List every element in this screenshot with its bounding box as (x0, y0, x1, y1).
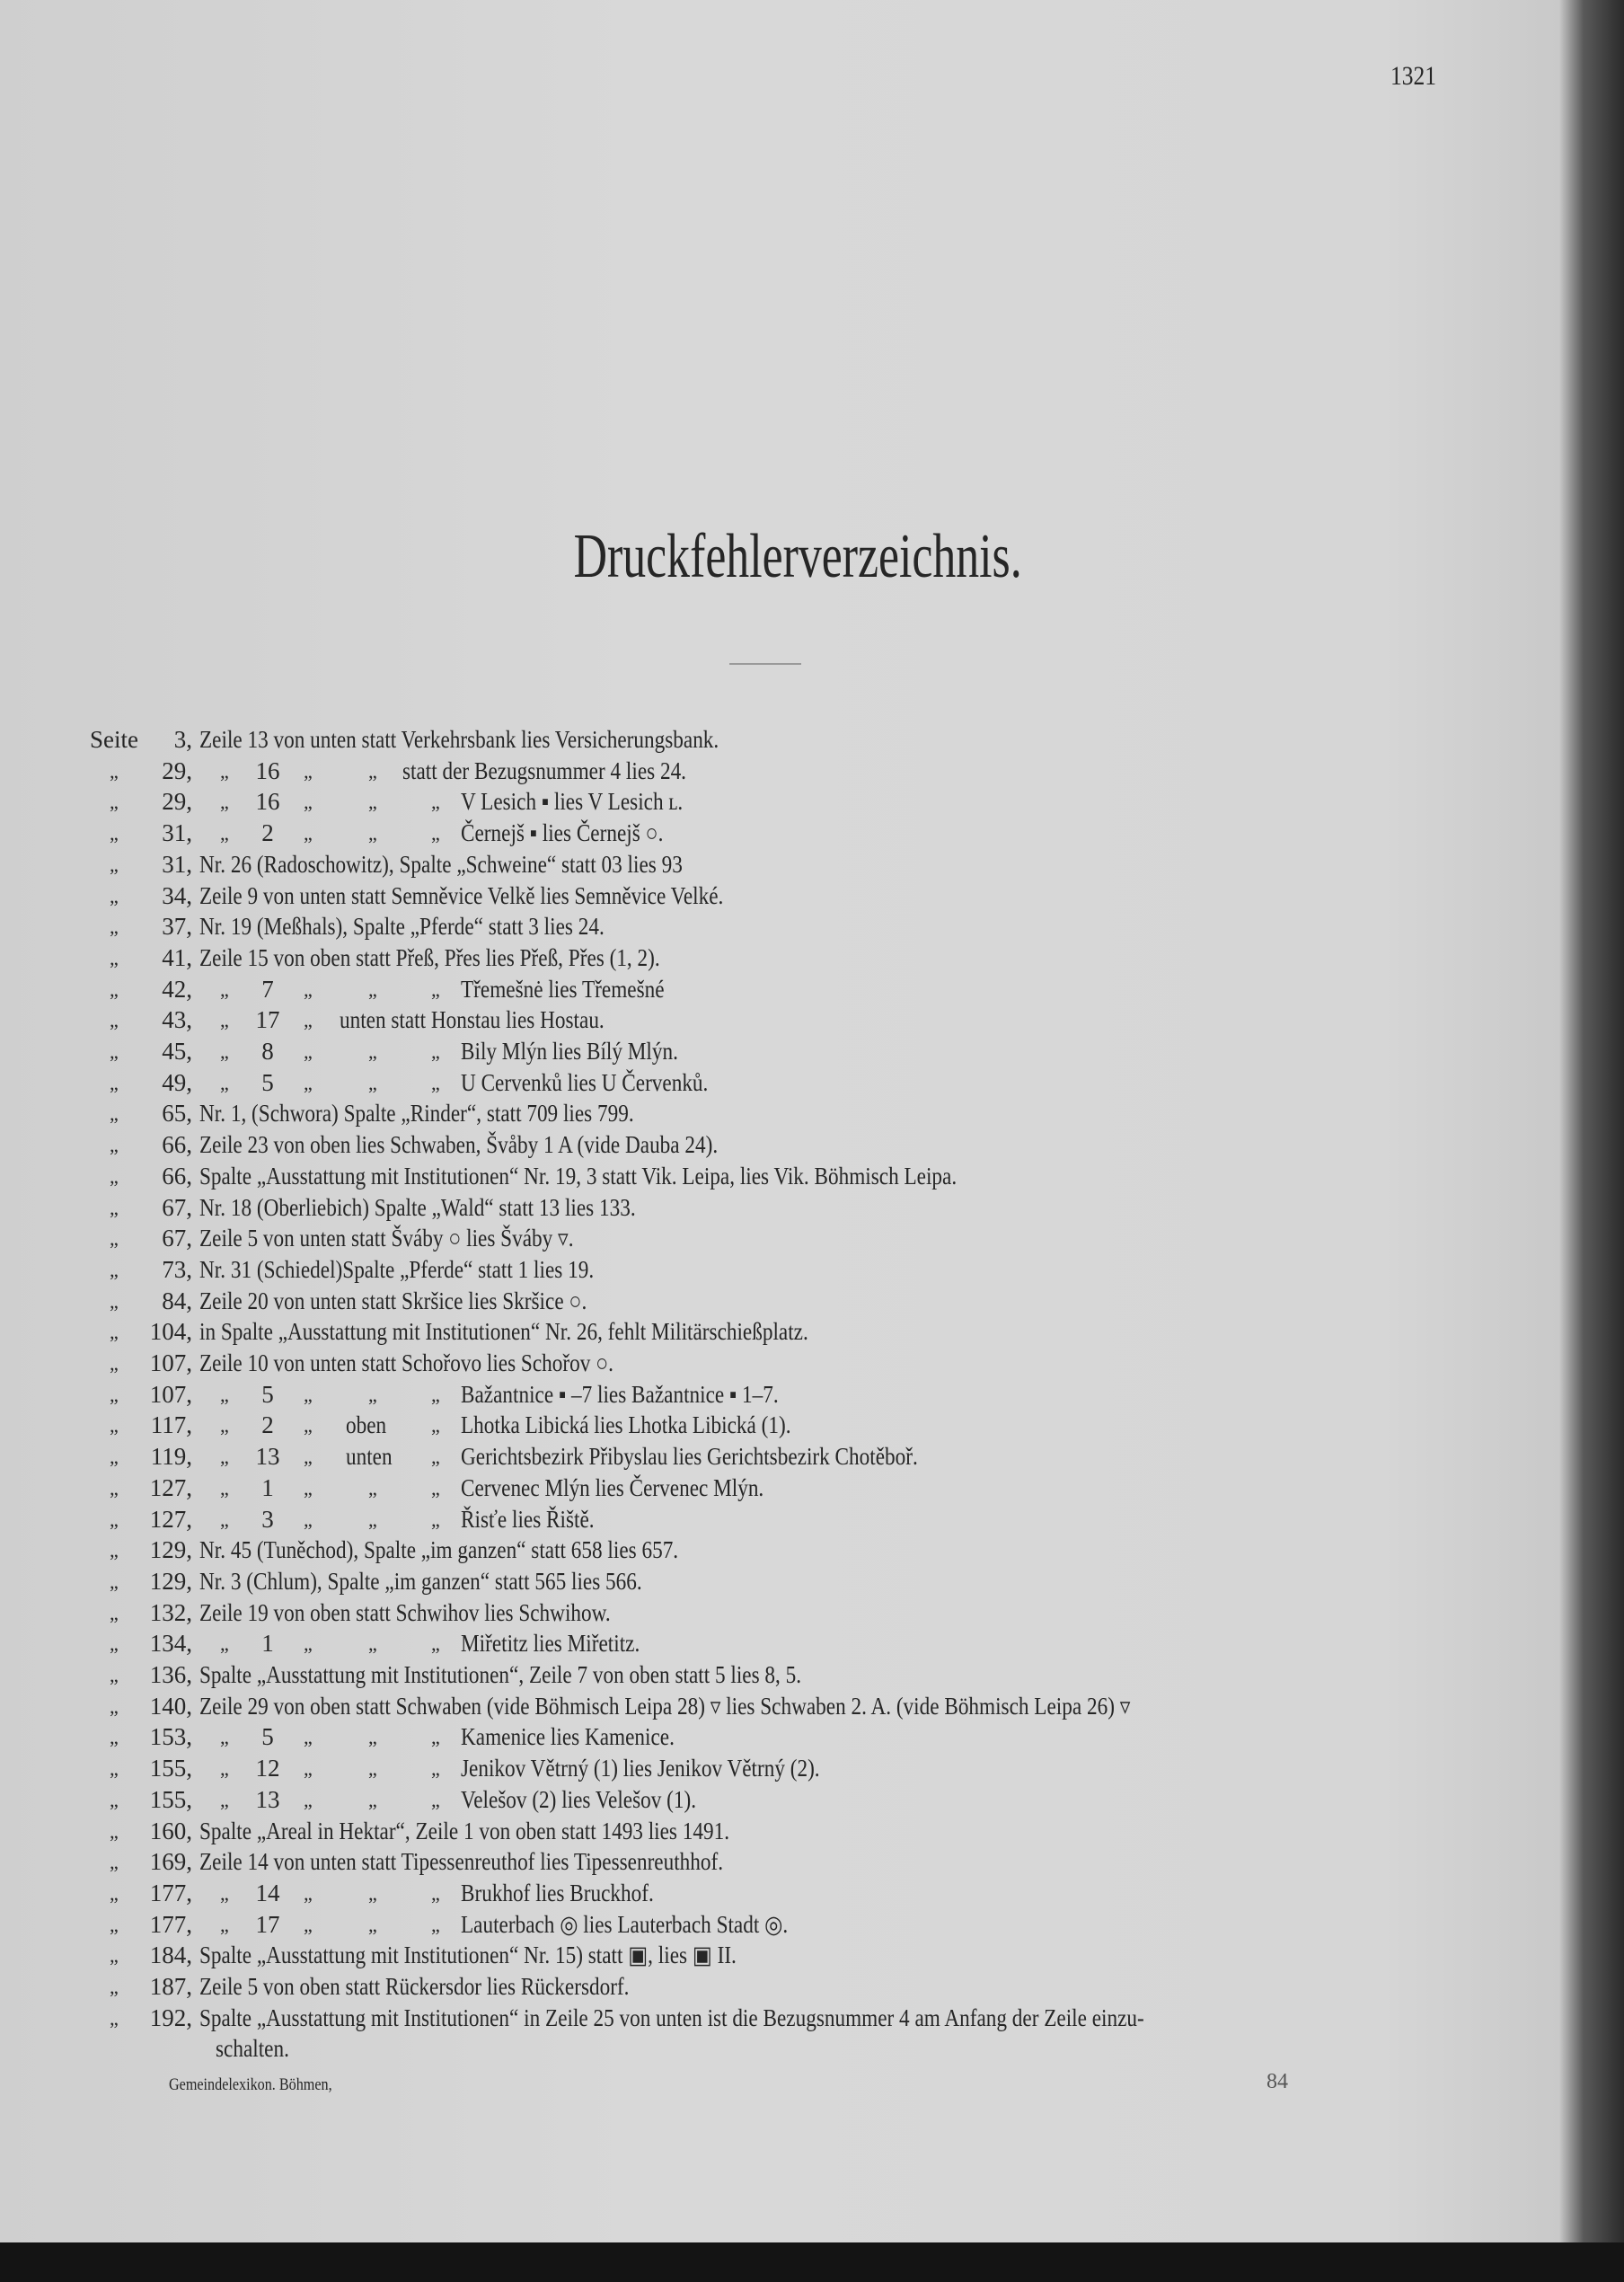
errata-entry (0, 849, 1624, 880)
ditto-mark: „ (110, 1196, 119, 1219)
seite-label: Seite (90, 726, 138, 753)
errata-entry (0, 1940, 1624, 1971)
correction-text: Velešov (2) lies Velešov (1). (461, 1785, 697, 1813)
ditto-mark: „ (431, 1913, 440, 1936)
page-reference: 41 , (162, 942, 192, 974)
scan-edge (0, 2242, 1624, 2282)
line-number: 17 (255, 1910, 280, 1938)
page-reference: 3 , (174, 724, 192, 756)
page-reference: 169 , (150, 1846, 192, 1878)
ditto-mark: „ (110, 884, 119, 907)
ditto-mark: „ (110, 1071, 119, 1094)
page-reference: 65 , (162, 1098, 192, 1129)
correction-text: Zeile 14 von unten statt Tipessenreuthof lies Tipessenreuthhof. (199, 1848, 724, 1876)
page-reference: 104 , (150, 1316, 192, 1348)
ditto-mark: „ (220, 1040, 229, 1063)
footer-publication: Gemeindelexikon. Böhmen, (169, 2075, 332, 2094)
ditto-mark: „ (110, 1632, 119, 1656)
ditto-mark: „ (431, 1414, 440, 1437)
page-reference: 129 , (150, 1535, 192, 1566)
correction-text: Kamenice lies Kamenice. (461, 1723, 675, 1751)
errata-entry (0, 1316, 1624, 1348)
errata-entry (0, 1161, 1624, 1192)
ditto-mark: „ (110, 1819, 119, 1843)
correction-text: Lhotka Libická lies Lhotka Libická (1). (461, 1411, 791, 1439)
errata-entry (0, 1286, 1624, 1317)
ditto-mark: „ (220, 1881, 229, 1905)
errata-entry (0, 880, 1624, 912)
ditto-mark: „ (110, 977, 119, 1001)
ditto-mark: „ (220, 1414, 229, 1437)
ditto-mark: „ (110, 1040, 119, 1063)
ditto-mark: „ (220, 977, 229, 1001)
ditto-mark: „ (110, 1757, 119, 1781)
page-number: 1321 (1390, 61, 1436, 91)
line-number: 13 (255, 1785, 280, 1813)
page-reference: 153 , (150, 1721, 192, 1753)
ditto-mark: „ (220, 1757, 229, 1781)
ditto-mark: „ (220, 1446, 229, 1469)
ditto-mark: „ (110, 1570, 119, 1593)
ditto-mark: „ (368, 822, 377, 845)
ditto-mark: „ (304, 1788, 313, 1811)
page-reference: 43 , (162, 1004, 192, 1036)
correction-text: Spalte „Ausstattung mit Institutionen“, Zeile 7 von oben statt 5 lies 8, 5. (199, 1661, 802, 1688)
page-reference: 155 , (150, 1784, 192, 1816)
page-reference: 117 , (151, 1410, 192, 1441)
page-reference: 132 , (150, 1597, 192, 1629)
ditto-mark: „ (304, 1383, 313, 1406)
line-number: 12 (255, 1755, 280, 1782)
ditto-mark: „ (220, 1071, 229, 1094)
page-reference: 192 , (150, 2003, 192, 2034)
ditto-mark: „ (110, 1726, 119, 1749)
ditto-mark: „ (368, 1071, 377, 1094)
correction-text: Bažantnice ▪ –7 lies Bažantnice ▪ 1–7. (461, 1380, 779, 1408)
ditto-mark: „ (431, 1040, 440, 1063)
ditto-mark: „ (110, 1944, 119, 1968)
ditto-mark: „ (304, 1040, 313, 1063)
errata-entry (0, 911, 1624, 942)
ditto-mark: „ (220, 822, 229, 845)
line-number: 14 (255, 1879, 280, 1906)
ditto-mark: „ (220, 1508, 229, 1531)
errata-entry (0, 1410, 1624, 1441)
ditto-mark: „ (110, 1446, 119, 1469)
ditto-mark: „ (368, 1788, 377, 1811)
page-reference: 49 , (162, 1067, 192, 1099)
ditto-mark: „ (110, 1601, 119, 1624)
errata-entry (0, 756, 1624, 787)
ditto-mark: „ (304, 1071, 313, 1094)
page-reference: 29 , (162, 786, 192, 818)
ditto-mark: „ (431, 1788, 440, 1811)
page-reference: 160 , (150, 1816, 192, 1847)
ditto-mark: „ (110, 1913, 119, 1936)
ditto-mark: „ (110, 2006, 119, 2030)
ditto-mark: „ (368, 1913, 377, 1936)
errata-entry (0, 1004, 1624, 1036)
ditto-mark: „ (304, 791, 313, 814)
errata-entry (0, 724, 1624, 756)
correction-text: Zeile 5 von unten statt Šváby ○ lies Šváby ▿. (199, 1225, 574, 1252)
ditto-mark: „ (110, 1414, 119, 1437)
correction-text: Černejš ▪ lies Černejš ○. (461, 819, 664, 847)
page-title (197, 521, 1399, 593)
ditto-mark: „ (368, 1726, 377, 1749)
line-number: 1 (261, 1473, 274, 1501)
page-reference: 129 , (150, 1566, 192, 1597)
ditto-mark: „ (368, 759, 377, 783)
ditto-mark: „ (220, 791, 229, 814)
errata-entry (0, 1192, 1624, 1224)
ditto-mark: „ (220, 1788, 229, 1811)
correction-text: Nr. 45 (Tuněchod), Spalte „im ganzen“ statt 658 lies 657. (199, 1536, 679, 1564)
correction-text: Zeile 23 von oben lies Schwaben, Švåby 1 A (vide Dauba 24). (199, 1131, 719, 1159)
ditto-mark: „ (220, 1383, 229, 1406)
errata-entry (0, 1473, 1624, 1504)
errata-entry (0, 1846, 1624, 1878)
page-reference: 119 , (151, 1441, 192, 1473)
page-reference: 31 , (162, 849, 192, 880)
ditto-mark: „ (368, 1476, 377, 1499)
page-reference: 29 , (162, 756, 192, 787)
line-number: 13 (255, 1443, 280, 1471)
direction-word: unten (346, 1443, 393, 1471)
ditto-mark: „ (110, 1976, 119, 1998)
correction-text: Spalte „Ausstattung mit Institutionen“ Nr. 15) statt ▣, lies ▣ II. (199, 1941, 737, 1969)
page-reference: 177 , (150, 1909, 192, 1941)
errata-entry (0, 1753, 1624, 1784)
ditto-mark: „ (110, 1476, 119, 1499)
page-reference: 127 , (150, 1473, 192, 1504)
ditto-mark: „ (368, 1508, 377, 1531)
ditto-mark: „ (368, 791, 377, 814)
correction-text: unten statt Honstau lies Hostau. (340, 1006, 605, 1034)
ditto-mark: „ (110, 915, 119, 939)
errata-entry (0, 1659, 1624, 1691)
ditto-mark: „ (304, 977, 313, 1001)
correction-text: Zeile 9 von unten statt Semněvice Velkě lies Semněvice Velké. (199, 881, 724, 909)
correction-text: Zeile 10 von unten statt Schořovo lies Schořov ○. (199, 1349, 613, 1376)
ditto-mark: „ (110, 1508, 119, 1531)
ditto-mark: „ (431, 1383, 440, 1406)
page-reference: 184 , (150, 1940, 192, 1971)
correction-text: Třemešnė lies Třemešné (461, 975, 665, 1003)
errata-entry (0, 1098, 1624, 1129)
ditto-mark: „ (368, 1757, 377, 1781)
errata-entry (0, 1909, 1624, 1941)
errata-entry (0, 1566, 1624, 1597)
page-reference: 34 , (162, 880, 192, 912)
ditto-mark: „ (110, 1227, 119, 1251)
page-reference: 84 , (162, 1286, 192, 1317)
ditto-mark: „ (431, 1757, 440, 1781)
line-number: 8 (261, 1038, 274, 1065)
page-reference: 155 , (150, 1753, 192, 1784)
correction-text: Spalte „Ausstattung mit Institutionen“ in Zeile 25 von unten ist die Bezugsnummer 4 am Anfang der Zeile einzu- (199, 2003, 1144, 2031)
correction-text: Nr. 26 (Radoschowitz), Spalte „Schweine“ statt 03 lies 93 (199, 850, 683, 878)
ditto-mark: „ (431, 977, 440, 1001)
ditto-mark: „ (110, 853, 119, 876)
ditto-mark: „ (110, 946, 119, 969)
ditto-mark: „ (110, 1788, 119, 1811)
ditto-mark: „ (220, 1476, 229, 1499)
ditto-mark: „ (110, 1664, 119, 1686)
ditto-mark: „ (110, 1009, 119, 1032)
errata-entry (0, 1691, 1624, 1722)
correction-text: Nr. 18 (Oberliebich) Spalte „Wald“ statt 13 lies 133. (199, 1193, 636, 1221)
page-reference: 45 , (162, 1036, 192, 1067)
errata-entry (0, 1878, 1624, 1909)
ditto-mark: „ (110, 1134, 119, 1157)
correction-text: Brukhof lies Bruckhof. (461, 1879, 654, 1906)
ditto-mark: „ (304, 822, 313, 845)
correction-text: in Spalte „Ausstattung mit Institutionen“ Nr. 26, fehlt Militärschießplatz. (199, 1318, 808, 1346)
correction-text: Jenikov Větrný (1) lies Jenikov Větrný (2). (461, 1755, 820, 1782)
line-number: 2 (261, 1411, 274, 1439)
ditto-mark: „ (110, 1383, 119, 1406)
footer-signature: 84 (1267, 2070, 1288, 2093)
page-reference: 187 , (150, 1971, 192, 2003)
errata-entry (0, 786, 1624, 818)
correction-text: Spalte „Ausstattung mit Institutionen“ Nr. 19, 3 statt Vik. Leipa, lies Vik. Böhmisch Leipa. (199, 1162, 958, 1190)
errata-entry (0, 1441, 1624, 1473)
page-reference: 67 , (162, 1223, 192, 1254)
page-reference: 134 , (150, 1628, 192, 1659)
line-number: 5 (261, 1068, 274, 1096)
page-reference: 73 , (162, 1254, 192, 1286)
errata-entry (0, 1129, 1624, 1161)
ditto-mark: „ (220, 1913, 229, 1936)
ditto-mark: „ (304, 1881, 313, 1905)
errata-entry (0, 1816, 1624, 1847)
ditto-mark: „ (431, 1726, 440, 1749)
page-reference: 136 , (150, 1659, 192, 1691)
ditto-mark: „ (110, 1694, 119, 1718)
errata-entry (0, 1971, 1624, 2003)
correction-text: Nr. 3 (Chlum), Spalte „im ganzen“ statt 565 lies 566. (199, 1567, 642, 1595)
ditto-mark: „ (431, 1632, 440, 1656)
page-reference: 42 , (162, 974, 192, 1005)
errata-entry (0, 1348, 1624, 1379)
ditto-mark: „ (304, 1009, 313, 1032)
ditto-mark: „ (368, 1040, 377, 1063)
errata-entry (0, 1628, 1624, 1659)
errata-entry (0, 974, 1624, 1005)
errata-entry (0, 1067, 1624, 1099)
errata-entry (0, 1597, 1624, 1629)
ditto-mark: „ (110, 1258, 119, 1281)
ditto-mark: „ (431, 1446, 440, 1469)
correction-text: Zeile 15 von oben statt Přeß, Přes lies Přeß, Přes (1, 2). (199, 943, 660, 971)
ditto-mark: „ (110, 1164, 119, 1188)
errata-entry (0, 1036, 1624, 1067)
page-reference: 127 , (150, 1504, 192, 1535)
ditto-mark: „ (304, 1757, 313, 1781)
ditto-mark: „ (431, 822, 440, 845)
ditto-mark: „ (368, 1881, 377, 1905)
ditto-mark: „ (220, 1632, 229, 1656)
correction-text: Nr. 1, (Schwora) Spalte „Rinder“, statt 709 lies 799. (199, 1100, 634, 1128)
ditto-mark: „ (368, 977, 377, 1001)
page-reference: 67 , (162, 1192, 192, 1224)
ditto-mark: „ (431, 1881, 440, 1905)
correction-text: Zeile 20 von unten statt Skršice lies Skršice ○. (199, 1287, 587, 1314)
ditto-mark: „ (220, 759, 229, 783)
ditto-mark: „ (110, 1102, 119, 1126)
correction-text: Gerichtsbezirk Přibyslau lies Gerichtsbezirk Chotěboř. (461, 1443, 918, 1471)
ditto-mark: „ (110, 1289, 119, 1313)
page-reference: 140 , (150, 1691, 192, 1722)
errata-entry (0, 1254, 1624, 1286)
ditto-mark: „ (110, 1539, 119, 1562)
ditto-mark: „ (110, 822, 119, 845)
direction-word: oben (346, 1411, 387, 1439)
line-number: 16 (255, 788, 280, 816)
line-number: 16 (255, 756, 280, 784)
ditto-mark: „ (304, 1632, 313, 1656)
correction-text: V Lesich ▪ lies V Lesich ʟ. (461, 788, 684, 816)
correction-text: Zeile 19 von oben statt Schwihov lies Schwihow. (199, 1598, 611, 1626)
correction-text: Zeile 5 von oben statt Rückersdor lies Rückersdorf. (199, 1973, 630, 2000)
ditto-mark: „ (220, 1009, 229, 1032)
page-reference: 31 , (162, 818, 192, 849)
ditto-mark: „ (368, 1383, 377, 1406)
ditto-mark: „ (110, 1352, 119, 1375)
ditto-mark: „ (304, 1476, 313, 1499)
line-number: 5 (261, 1723, 274, 1751)
ditto-mark: „ (110, 1321, 119, 1344)
ditto-mark: „ (110, 1881, 119, 1905)
ditto-mark: „ (304, 1508, 313, 1531)
correction-text: Spalte „Areal in Hektar“, Zeile 1 von oben statt 1493 lies 1491. (199, 1817, 730, 1844)
errata-entry (0, 1784, 1624, 1816)
ditto-mark: „ (304, 759, 313, 783)
line-number: 3 (261, 1505, 274, 1533)
correction-text: Řisťe lies Řiště. (461, 1505, 595, 1533)
errata-entry (0, 1504, 1624, 1535)
title-divider (729, 663, 801, 665)
line-number: 2 (261, 819, 274, 847)
page-reference: 66 , (162, 1129, 192, 1161)
line-number: 7 (261, 975, 274, 1003)
correction-text: Zeile 13 von unten statt Verkehrsbank lies Versicherungsbank. (199, 726, 719, 753)
page-reference: 177 , (150, 1878, 192, 1909)
errata-entry (0, 818, 1624, 849)
correction-text: Bily Mlýn lies Bílý Mlýn. (461, 1038, 678, 1065)
correction-text: Nr. 31 (Schiedel)Spalte „Pferde“ statt 1 lies 19. (199, 1255, 595, 1283)
errata-entry (0, 1379, 1624, 1411)
page-reference: 107 , (150, 1379, 192, 1411)
ditto-mark: „ (431, 1476, 440, 1499)
ditto-mark: „ (304, 1446, 313, 1469)
errata-entry (0, 2003, 1624, 2034)
page-reference: 66 , (162, 1161, 192, 1192)
ditto-mark: „ (304, 1913, 313, 1936)
errata-entry (0, 1535, 1624, 1566)
ditto-mark: „ (110, 1851, 119, 1874)
line-number: 1 (261, 1630, 274, 1658)
ditto-mark: „ (431, 791, 440, 814)
correction-text: U Cervenků lies U Červenků. (461, 1068, 709, 1096)
correction-text: Miřetitz lies Miřetitz. (461, 1630, 640, 1658)
errata-entry (0, 1721, 1624, 1753)
errata-entry (0, 1223, 1624, 1254)
ditto-mark: „ (110, 759, 119, 783)
ditto-mark: „ (368, 1632, 377, 1656)
ditto-mark: „ (220, 1726, 229, 1749)
correction-text: Cervenec Mlýn lies Červenec Mlýn. (461, 1473, 764, 1501)
ditto-mark: „ (431, 1508, 440, 1531)
correction-text: Zeile 29 von oben statt Schwaben (vide Böhmisch Leipa 28) ▿ lies Schwaben 2. A. (vide Böhmisch Leipa 26) ▿ (199, 1692, 1131, 1720)
line-number: 17 (255, 1006, 280, 1034)
correction-text: statt der Bezugsnummer 4 lies 24. (402, 756, 686, 784)
correction-text: Nr. 19 (Meßhals), Spalte „Pferde“ statt 3 lies 24. (199, 913, 605, 941)
errata-entry (0, 942, 1624, 974)
page-reference: 107 , (150, 1348, 192, 1379)
ditto-mark: „ (431, 1071, 440, 1094)
errata-continuation (0, 2033, 1624, 2065)
correction-text: Lauterbach ◎ lies Lauterbach Stadt ◎. (461, 1910, 789, 1938)
page-reference: 37 , (162, 911, 192, 942)
ditto-mark: „ (110, 791, 119, 814)
line-number: 5 (261, 1380, 274, 1408)
page-title-text: Druckfehlerverzeichnis. (573, 522, 1022, 591)
continuation-text: schalten. (216, 2035, 289, 2063)
ditto-mark: „ (304, 1726, 313, 1749)
ditto-mark: „ (304, 1414, 313, 1437)
